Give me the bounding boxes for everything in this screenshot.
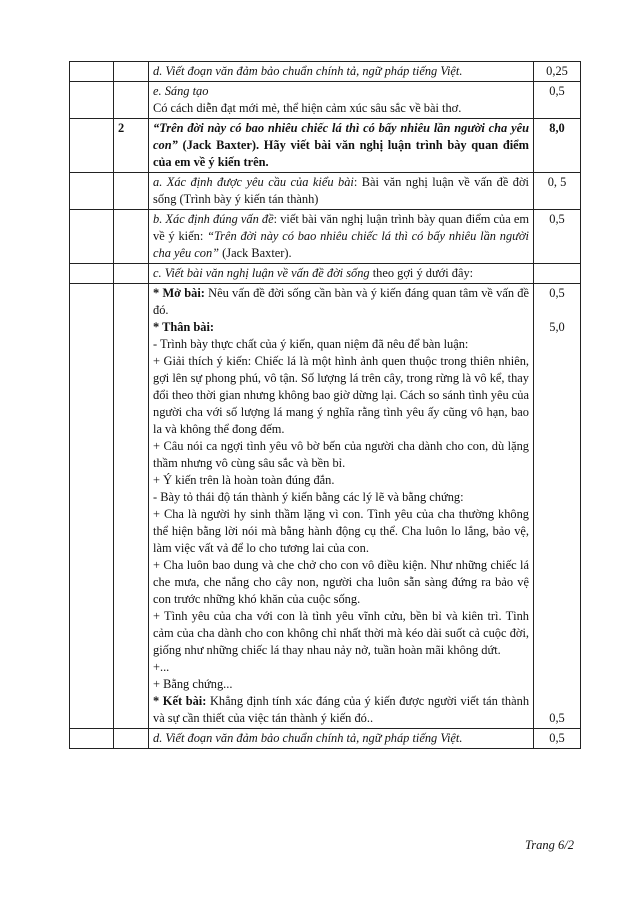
outline-point: + Cha luôn bao dung và che chở cho con vô điều kiện. Như những chiếc lá che mưa, che nắng cho cây non, người cha luôn sẵn sàng đứng ra bảo vệ con trước những khó khăn của cuộc sống. [153,558,529,606]
empty-cell [114,284,149,729]
ket-bai [153,693,529,727]
score: 5,0 [549,320,565,334]
table-row [70,82,581,119]
table-row [70,264,581,284]
prompt-text: (Jack Baxter). Hãy viết bài văn nghị luận trình bày quan điểm của em về ý kiến trên. [153,138,529,169]
empty-cell [70,62,114,82]
ket-bai-label: * Kết bài: [153,694,207,708]
outline-point: - Bày tỏ thái độ tán thành ý kiến bằng các lý lẽ và bằng chứng: [153,490,464,504]
outline-point: + Ý kiến trên là hoàn toàn đúng đắn. [153,473,335,487]
criterion-a [149,173,534,210]
question-prompt [149,119,534,173]
empty-cell [114,729,149,749]
score: 0, 5 [534,173,581,210]
essay-outline [149,284,534,729]
empty-cell [114,62,149,82]
empty-cell [70,82,114,119]
criterion-title: e. Sáng tạo [153,84,209,98]
mo-bai [153,285,529,319]
criterion-text: theo gợi ý dưới đây: [369,266,474,280]
empty-cell [114,82,149,119]
ket-bai-text: Khẳng định tính xác đáng của ý kiến được người viết tán thành và sự cần thiết của việc tán thành ý kiến đó.. [153,694,530,725]
empty-cell [70,729,114,749]
table-row [70,119,581,173]
criterion-b [149,210,534,264]
mo-bai-label: * Mở bài: [153,286,205,300]
score: 0,5 [549,711,565,725]
score: 0,5 [534,210,581,264]
outline-point: - Trình bày thực chất của ý kiến, quan niệm đã nêu để bàn luận: [153,337,469,351]
mo-bai-text: Nêu vấn đề đời sống cần bàn và ý kiến đáng quan tâm về vấn đề đó. [153,286,529,317]
criterion-d-spelling: d. Viết đoạn văn đảm bảo chuẩn chính tả, ngữ pháp tiếng Việt. [149,729,534,749]
score-column [534,284,581,729]
empty-cell [70,119,114,173]
score: 0,25 [534,62,581,82]
empty-cell [70,173,114,210]
criterion-d-spelling: d. Viết đoạn văn đảm bảo chuẩn chính tả, ngữ pháp tiếng Việt. [149,62,534,82]
criterion-label: c. Viết bài văn nghị luận về vấn đề đời sống [153,266,370,280]
score: 8,0 [534,119,581,173]
outline-point: + Câu nói ca ngợi tình yêu vô bờ bến của người cha dành cho con, dù lặng thầm nhưng vô cùng sâu sắc và bền bỉ. [153,439,529,470]
score: 0,5 [549,286,565,300]
than-bai-label: * Thân bài: [153,320,215,334]
prompt-quote: “Trên đời này có bao nhiêu chiếc lá thì có bấy nhiêu lần người cha yêu con” [153,121,529,152]
criterion-text: : viết bài văn nghị luận trình bày quan điểm của em về ý kiến: [153,212,529,243]
grading-table [69,61,581,749]
criterion-label: a. Xác định được yêu cầu của kiểu bài [153,175,354,189]
page-number: Trang 6/2 [525,838,574,852]
table-row [70,729,581,749]
empty-cell [70,284,114,729]
score: 0,5 [534,729,581,749]
empty-cell [114,264,149,284]
outline-point: + Bằng chứng... [153,677,233,691]
empty-cell [70,264,114,284]
empty-cell [70,210,114,264]
empty-cell [114,210,149,264]
outline-point: + Giải thích ý kiến: Chiếc lá là một hình ảnh quen thuộc trong thiên nhiên, gợi lên sự phong phú, vô tận. Số lượng lá trên cây, trong rừng là vô kể, thay đổi theo thời gian nhưng không bao giờ dừng lại. Cách so sánh tình yêu của người cha với số lượng lá mang ý nghĩa rằng tình yêu ấy cũng vô hạn, bao la và không thể đong đếm. [153,354,529,436]
criterion-e-creativity [149,82,534,119]
empty-cell [534,264,581,284]
outline-point: +... [153,660,170,674]
criterion-label: b. Xác định đúng vấn đề [153,212,274,226]
outline-point: + Cha là người hy sinh thầm lặng vì con. Tình yêu của cha thường không thể hiện bằng lời nói mà bằng hành động cụ thể. Cha luôn lo lắng, bảo vệ, làm việc vất vả để lo cho tương lai của con. [153,507,529,555]
question-number: 2 [114,119,149,173]
table-row [70,173,581,210]
empty-cell [114,173,149,210]
criterion-quote: “Trên đời này có bao nhiêu chiếc lá thì có bấy nhiêu lần người cha yêu con” [153,229,529,260]
criterion-author: (Jack Baxter). [219,246,292,260]
criterion-text: : Bài văn nghị luận về vấn đề đời sống (Trình bày ý kiến tán thành) [153,175,529,206]
table-row [70,210,581,264]
criterion-text: Có cách diễn đạt mới mẻ, thể hiện cảm xúc sâu sắc về bài thơ. [153,101,462,115]
table-row [70,284,581,729]
outline-point: + Tình yêu của cha với con là tình yêu vĩnh cửu, bền bỉ và kiên trì. Tình cảm của cha dành cho con không chỉ nhất thời mà kéo dài suốt cả cuộc đời, giống như những chiếc lá thay nhau nảy nở, tuần hoàn mãi không dứt. [153,609,529,657]
table-row [70,62,581,82]
score: 0,5 [534,82,581,119]
criterion-c [149,264,534,284]
